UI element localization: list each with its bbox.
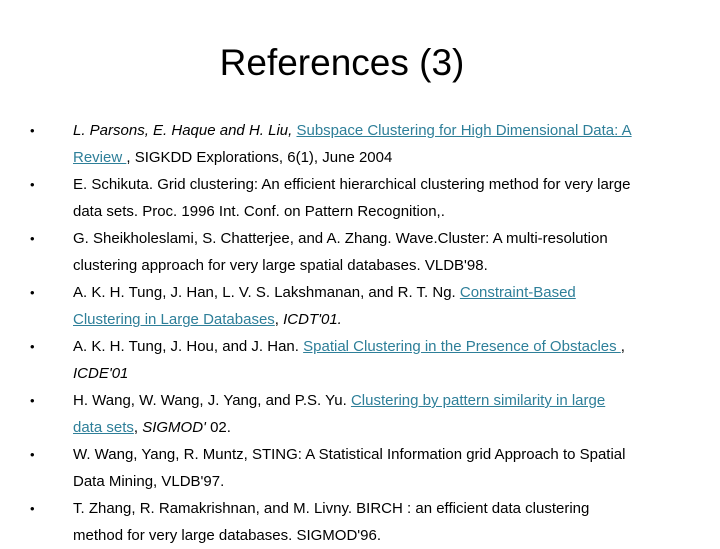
reference-list	[0, 117, 720, 549]
reference-item	[0, 279, 679, 333]
bullet-icon: •	[30, 501, 35, 516]
reference-item	[0, 441, 679, 495]
reference-text: L. Parsons, E. Haque and H. Liu,	[73, 122, 297, 139]
reference-text: ICDE'01	[73, 365, 129, 382]
reference-text: ,	[133, 419, 143, 436]
reference-line	[73, 333, 679, 360]
reference-item	[0, 387, 679, 441]
reference-link[interactable]: Subspace Clustering for High Dimensional Data: A	[296, 122, 632, 139]
bullet-icon: •	[30, 231, 35, 246]
reference-line	[73, 495, 679, 522]
reference-item	[0, 117, 679, 171]
bullet-icon: •	[30, 339, 35, 354]
bullet-icon: •	[30, 177, 35, 192]
reference-line	[73, 225, 679, 252]
reference-text: ICDT'01.	[283, 311, 342, 328]
reference-line	[73, 522, 679, 549]
reference-text: E. Schikuta. Grid clustering: An efficient hierarchical clustering method for very large	[73, 176, 631, 193]
reference-text: A. K. H. Tung, J. Han, L. V. S. Lakshmanan, and R. T. Ng.	[73, 284, 460, 301]
reference-line	[73, 306, 679, 333]
reference-item	[0, 495, 679, 549]
reference-text: , SIGKDD Explorations, 6(1), June 2004	[126, 149, 393, 166]
reference-line	[73, 279, 679, 306]
reference-link[interactable]: Review	[73, 149, 127, 166]
reference-line	[73, 171, 679, 198]
reference-link[interactable]: Clustering in Large Databases	[73, 311, 275, 328]
reference-text: A. K. H. Tung, J. Hou, and J. Han.	[73, 338, 304, 355]
reference-item	[0, 333, 679, 387]
bullet-icon: •	[30, 447, 35, 462]
reference-line	[73, 117, 679, 144]
reference-text: ,	[620, 338, 625, 355]
page-title: References (3)	[219, 42, 465, 83]
reference-link[interactable]: Constraint-Based	[459, 284, 576, 301]
reference-text: method for very large databases. SIGMOD'96.	[73, 527, 382, 544]
bullet-icon: •	[30, 285, 35, 300]
bullet-icon: •	[30, 123, 35, 138]
reference-text: data sets. Proc. 1996 Int. Conf. on Pattern Recognition,.	[73, 203, 445, 220]
reference-item	[0, 225, 679, 279]
reference-item	[0, 171, 679, 225]
reference-link[interactable]: data sets	[73, 419, 134, 436]
reference-line	[73, 144, 679, 171]
reference-line	[73, 252, 679, 279]
reference-text: Data Mining, VLDB'97.	[73, 473, 225, 490]
reference-line	[73, 468, 679, 495]
reference-text: ,	[274, 311, 284, 328]
reference-text: clustering approach for very large spatial databases. VLDB'98.	[73, 257, 488, 274]
reference-link[interactable]: Clustering by pattern similarity in large	[350, 392, 606, 409]
bullet-icon: •	[30, 393, 35, 408]
reference-line	[73, 360, 679, 387]
reference-line	[73, 198, 679, 225]
reference-text: W. Wang, Yang, R. Muntz, STING: A Statistical Information grid Approach to Spatial	[73, 446, 626, 463]
reference-text: 02.	[210, 419, 231, 436]
reference-text: G. Sheikholeslami, S. Chatterjee, and A. Zhang. Wave.Cluster: A multi-resolution	[73, 230, 608, 247]
reference-line	[73, 414, 679, 441]
reference-text: H. Wang, W. Wang, J. Yang, and P.S. Yu.	[73, 392, 351, 409]
reference-line	[73, 387, 679, 414]
reference-link[interactable]: Spatial Clustering in the Presence of Obstacles	[303, 338, 621, 355]
reference-text: SIGMOD'	[142, 419, 211, 436]
reference-text: T. Zhang, R. Ramakrishnan, and M. Livny. BIRCH : an efficient data clustering	[73, 500, 590, 517]
reference-line	[73, 441, 679, 468]
